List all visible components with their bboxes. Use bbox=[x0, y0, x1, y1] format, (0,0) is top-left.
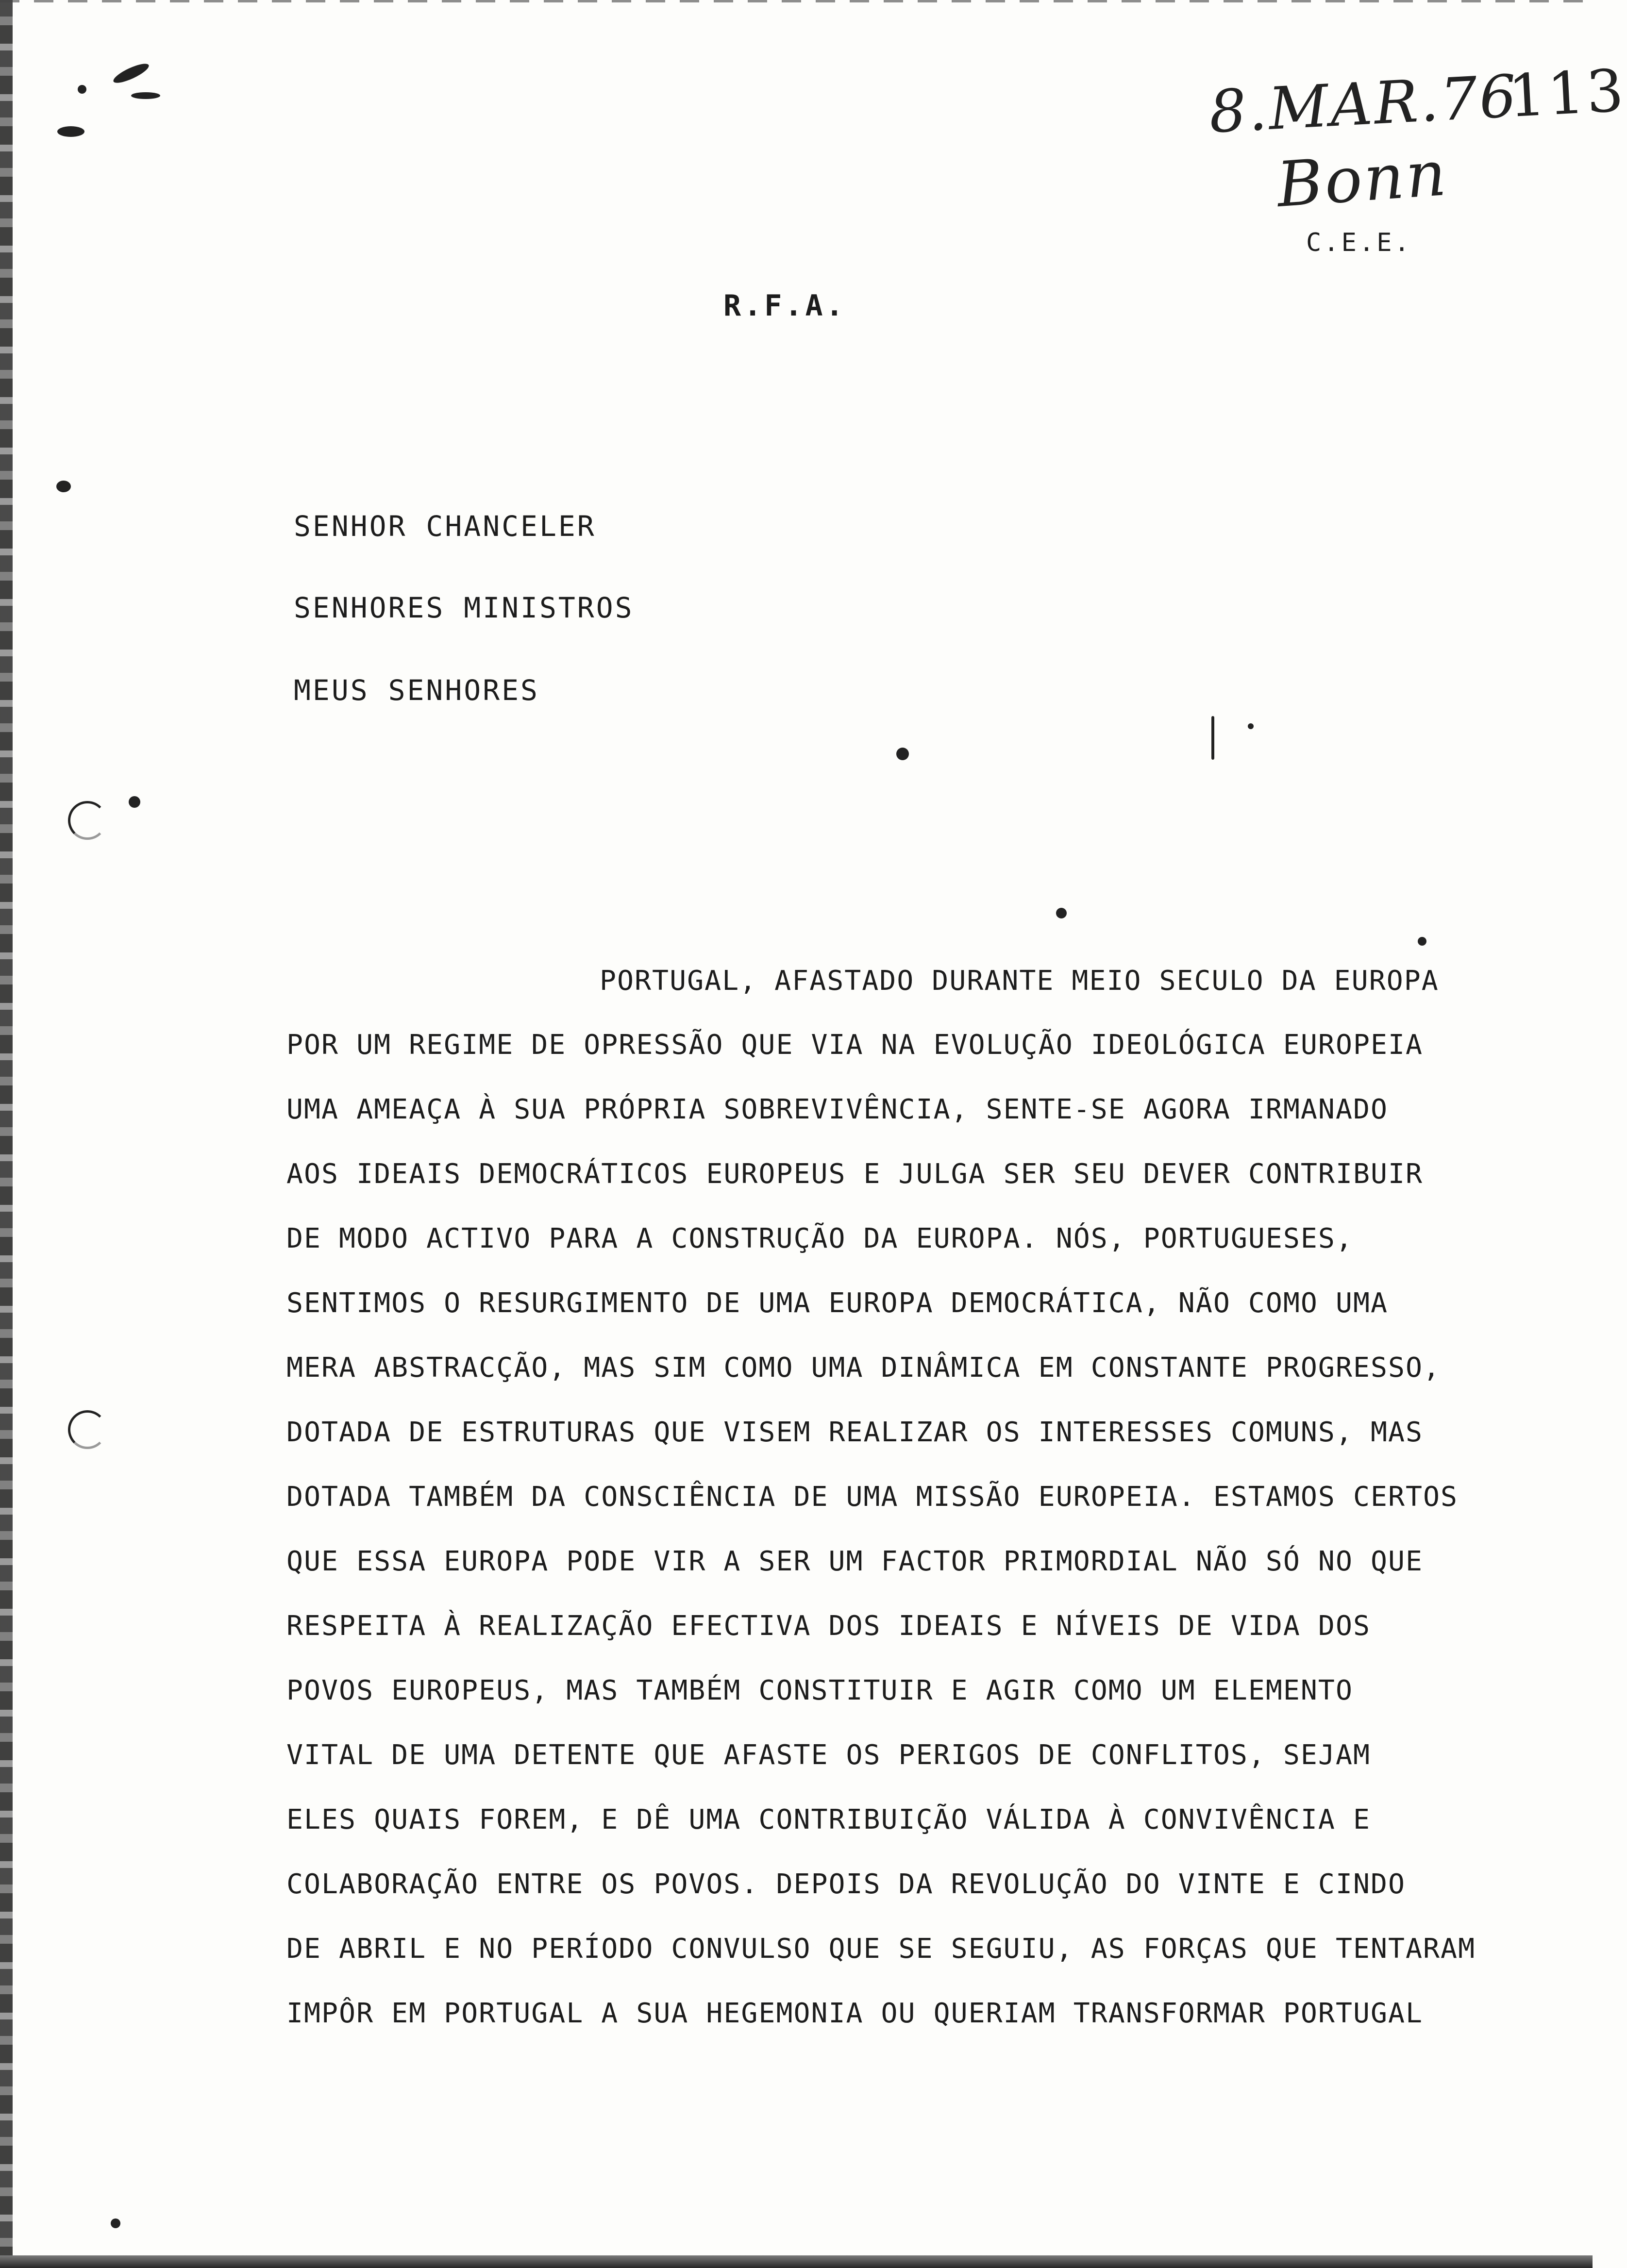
body-text-line: SENTIMOS O RESURGIMENTO DE UMA EUROPA DEMOCRÁTICA, NÃO COMO UMA bbox=[286, 1287, 1388, 1319]
handwritten-date: 8.MAR.76113 bbox=[1207, 57, 1627, 147]
body-text-line: COLABORAÇÃO ENTRE OS POVOS. DEPOIS DA REVOLUÇÃO DO VINTE E CINDO bbox=[286, 1868, 1406, 1900]
body-text-line: MERA ABSTRACÇÃO, MAS SIM COMO UMA DINÂMICA EM CONSTANTE PROGRESSO, bbox=[286, 1352, 1441, 1384]
scan-speck bbox=[896, 748, 909, 760]
salutation-line: MEUS SENHORES bbox=[294, 674, 539, 707]
scan-speck bbox=[111, 60, 151, 86]
punch-hole-mark bbox=[68, 801, 107, 840]
scan-speck bbox=[78, 85, 86, 94]
body-text-line: DE MODO ACTIVO PARA A CONSTRUÇÃO DA EUROPA. NÓS, PORTUGUESES, bbox=[286, 1223, 1353, 1254]
punch-hole-mark bbox=[68, 1410, 107, 1449]
page-number: 113 bbox=[1507, 57, 1627, 131]
scan-top-edge bbox=[0, 0, 1593, 2]
body-text-line: POVOS EUROPEUS, MAS TAMBÉM CONSTITUIR E AGIR COMO UM ELEMENTO bbox=[286, 1675, 1353, 1706]
body-text-line: VITAL DE UMA DETENTE QUE AFASTE OS PERIGOS DE CONFLITOS, SEJAM bbox=[286, 1739, 1371, 1771]
scan-speck bbox=[57, 126, 84, 137]
scan-speck bbox=[1248, 723, 1254, 729]
document-title: R.F.A. bbox=[723, 289, 846, 323]
scan-speck bbox=[1056, 908, 1067, 918]
scan-speck bbox=[111, 2218, 120, 2228]
body-text-line: IMPÔR EM PORTUGAL A SUA HEGEMONIA OU QUERIAM TRANSFORMAR PORTUGAL bbox=[286, 1998, 1424, 2029]
header-code: C.E.E. bbox=[1306, 228, 1412, 257]
body-text-line: RESPEITA À REALIZAÇÃO EFECTIVA DOS IDEAIS E NÍVEIS DE VIDA DOS bbox=[286, 1610, 1371, 1642]
body-text-line: AOS IDEAIS DEMOCRÁTICOS EUROPEUS E JULGA SER SEU DEVER CONTRIBUIR bbox=[286, 1158, 1424, 1190]
scan-bottom-edge bbox=[0, 2255, 1593, 2268]
body-text-line: ELES QUAIS FOREM, E DÊ UMA CONTRIBUIÇÃO VÁLIDA À CONVIVÊNCIA E bbox=[286, 1804, 1371, 1835]
body-text-line: UMA AMEAÇA À SUA PRÓPRIA SOBREVIVÊNCIA, SENTE-SE AGORA IRMANADO bbox=[286, 1094, 1388, 1125]
scan-speck bbox=[1211, 716, 1214, 760]
scan-speck bbox=[56, 481, 71, 492]
salutation-line: SENHOR CHANCELER bbox=[294, 510, 596, 543]
body-text-line: DE ABRIL E NO PERÍODO CONVULSO QUE SE SEGUIU, AS FORÇAS QUE TENTARAM bbox=[286, 1933, 1476, 1965]
body-text-line: DOTADA DE ESTRUTURAS QUE VISEM REALIZAR OS INTERESSES COMUNS, MAS bbox=[286, 1417, 1424, 1448]
scan-speck bbox=[131, 92, 160, 99]
body-text-line: POR UM REGIME DE OPRESSÃO QUE VIA NA EVOLUÇÃO IDEOLÓGICA EUROPEIA bbox=[286, 1029, 1424, 1061]
body-text-line: PORTUGAL, AFASTADO DURANTE MEIO SECULO DA EUROPA bbox=[600, 965, 1439, 997]
salutation-line: SENHORES MINISTROS bbox=[294, 591, 634, 624]
scan-left-edge bbox=[0, 0, 13, 2268]
body-text-line: DOTADA TAMBÉM DA CONSCIÊNCIA DE UMA MISSÃO EUROPEIA. ESTAMOS CERTOS bbox=[286, 1481, 1459, 1513]
scan-speck bbox=[1418, 937, 1426, 946]
handwritten-place: Bonn bbox=[1275, 137, 1450, 222]
scan-speck bbox=[129, 796, 140, 808]
body-text-line: QUE ESSA EUROPA PODE VIR A SER UM FACTOR PRIMORDIAL NÃO SÓ NO QUE bbox=[286, 1546, 1424, 1577]
